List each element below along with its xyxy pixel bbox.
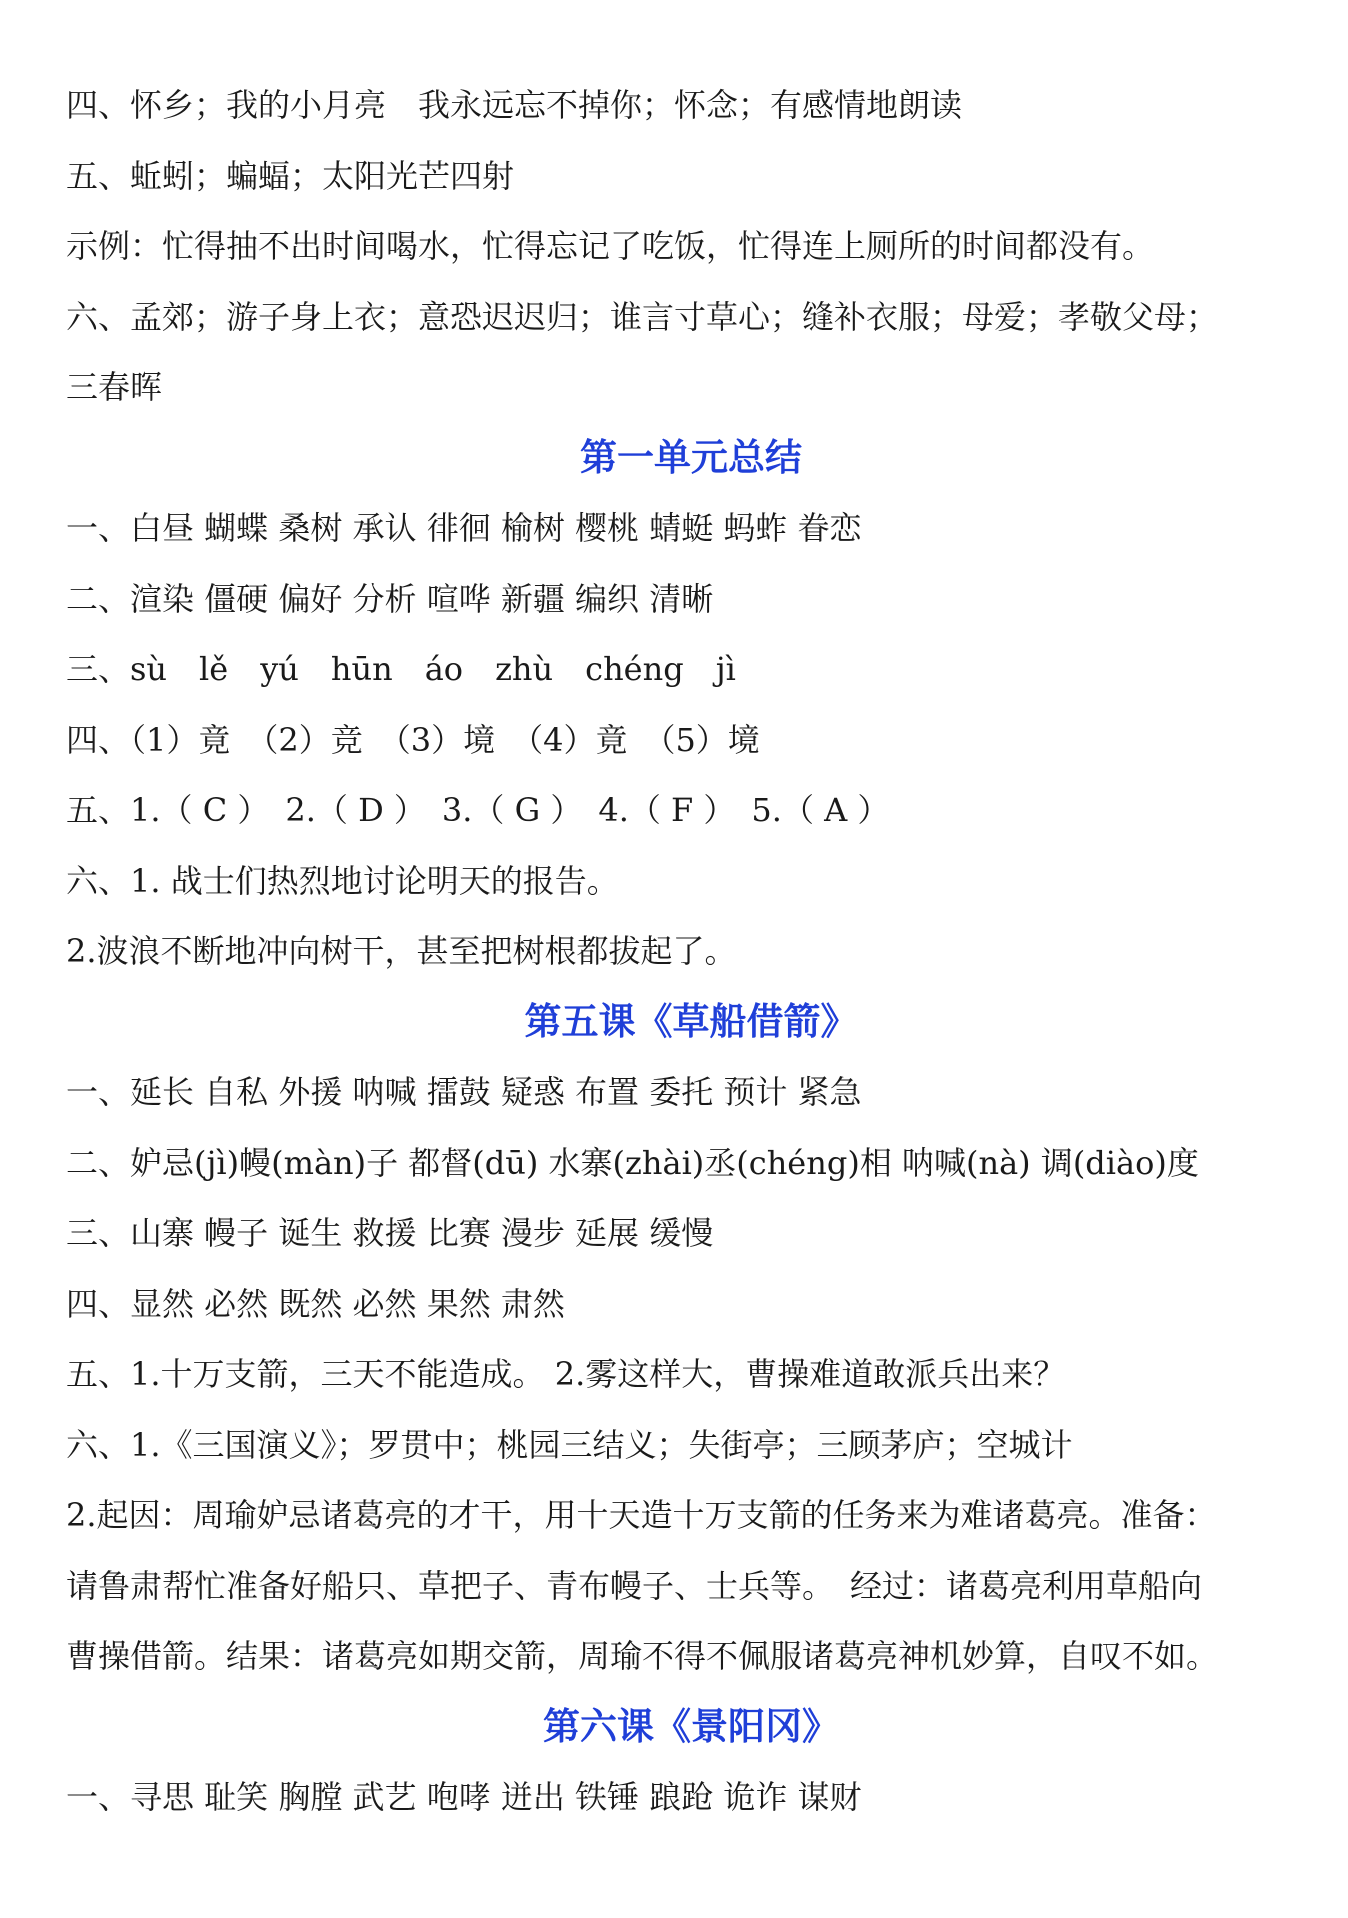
answer-line-lesson5-q6-2b: 请鲁肃帮忙准备好船只、草把子、青布幔子、士兵等。 经过：诸葛亮利用草船向	[66, 1566, 1203, 1605]
answer-line-lesson5-q5: 五、1.十万支箭，三天不能造成。 2.雾这样大，曹操难道敢派兵出来？	[66, 1355, 1066, 1393]
section-heading-lesson6: 第六课《景阳冈》	[543, 1704, 839, 1748]
answer-line-lesson5-q3: 三、山寨 幔子 诞生 救援 比赛 漫步 延展 缓慢	[66, 1214, 714, 1252]
answer-line-summary-q1: 一、白昼 蝴蝶 桑树 承认 徘徊 榆树 樱桃 蜻蜓 蚂蚱 眷恋	[66, 509, 862, 547]
answer-line-summary-q3: 三、sù lě yú hūn áo zhù chéng jì	[66, 650, 736, 688]
section-heading-lesson5: 第五课《草船借箭》	[524, 999, 858, 1043]
answer-line-lesson5-q6-1: 六、1.《三国演义》；罗贯中；桃园三结义；失街亭；三顾茅庐；空城计	[66, 1425, 1073, 1464]
answer-line-unit4-q4: 四、怀乡；我的小月亮 我永远忘不掉你；怀念；有感情地朗读	[66, 86, 963, 124]
answer-line-summary-q4: 四、（1）竟 （2）竞 （3）境 （4）竟 （5）境	[66, 720, 760, 759]
section-heading-unit1-summary: 第一单元总结	[580, 435, 802, 479]
answer-line-summary-q2: 二、渲染 僵硬 偏好 分析 喧哗 新疆 编织 清晰	[66, 579, 714, 618]
answer-line-lesson5-q4: 四、显然 必然 既然 必然 果然 肃然	[66, 1284, 565, 1323]
answer-line-lesson5-q1: 一、延长 自私 外援 呐喊 擂鼓 疑惑 布置 委托 预计 紧急	[66, 1073, 862, 1111]
answer-line-lesson5-q6-2c: 曹操借箭。结果：诸葛亮如期交箭，周瑜不得不佩服诸葛亮神机妙算，自叹不如。	[66, 1637, 1219, 1675]
document-content	[66, 70, 1296, 1833]
answer-line-unit4-q6-cont: 三春晖	[66, 368, 163, 406]
answer-line-lesson6-q1: 一、寻思 耻笑 胸膛 武艺 咆哮 迸出 铁锤 踉跄 诡诈 谋财	[66, 1778, 862, 1816]
answer-line-example: 示例：忙得抽不出时间喝水，忙得忘记了吃饭，忙得连上厕所的时间都没有。	[66, 227, 1155, 265]
answer-line-unit4-q5: 五、蚯蚓；蝙蝠；太阳光芒四射	[66, 156, 515, 195]
answer-line-summary-q5: 五、1.（ C ） 2.（ D ） 3.（ G ） 4.（ F ） 5.（ A ）	[66, 791, 890, 829]
answer-line-summary-q6-2: 2.波浪不断地冲向树干，甚至把树根都拔起了。	[66, 932, 737, 970]
answer-line-summary-q6-1: 六、1. 战士们热烈地讨论明天的报告。	[66, 861, 619, 900]
answer-line-lesson5-q6-2a: 2.起因：周瑜妒忌诸葛亮的才干，用十天造十万支箭的任务来为难诸葛亮。准备：	[66, 1496, 1217, 1534]
answer-line-lesson5-q2: 二、妒忌(jì)幔(màn)子 都督(dū) 水寨(zhài)丞(chéng)相 呐喊(nà) 调(diào)度	[66, 1143, 1199, 1182]
answer-line-unit4-q6: 六、孟郊；游子身上衣；意恐迟迟归；谁言寸草心；缝补衣服；母爱；孝敬父母；	[66, 297, 1219, 336]
